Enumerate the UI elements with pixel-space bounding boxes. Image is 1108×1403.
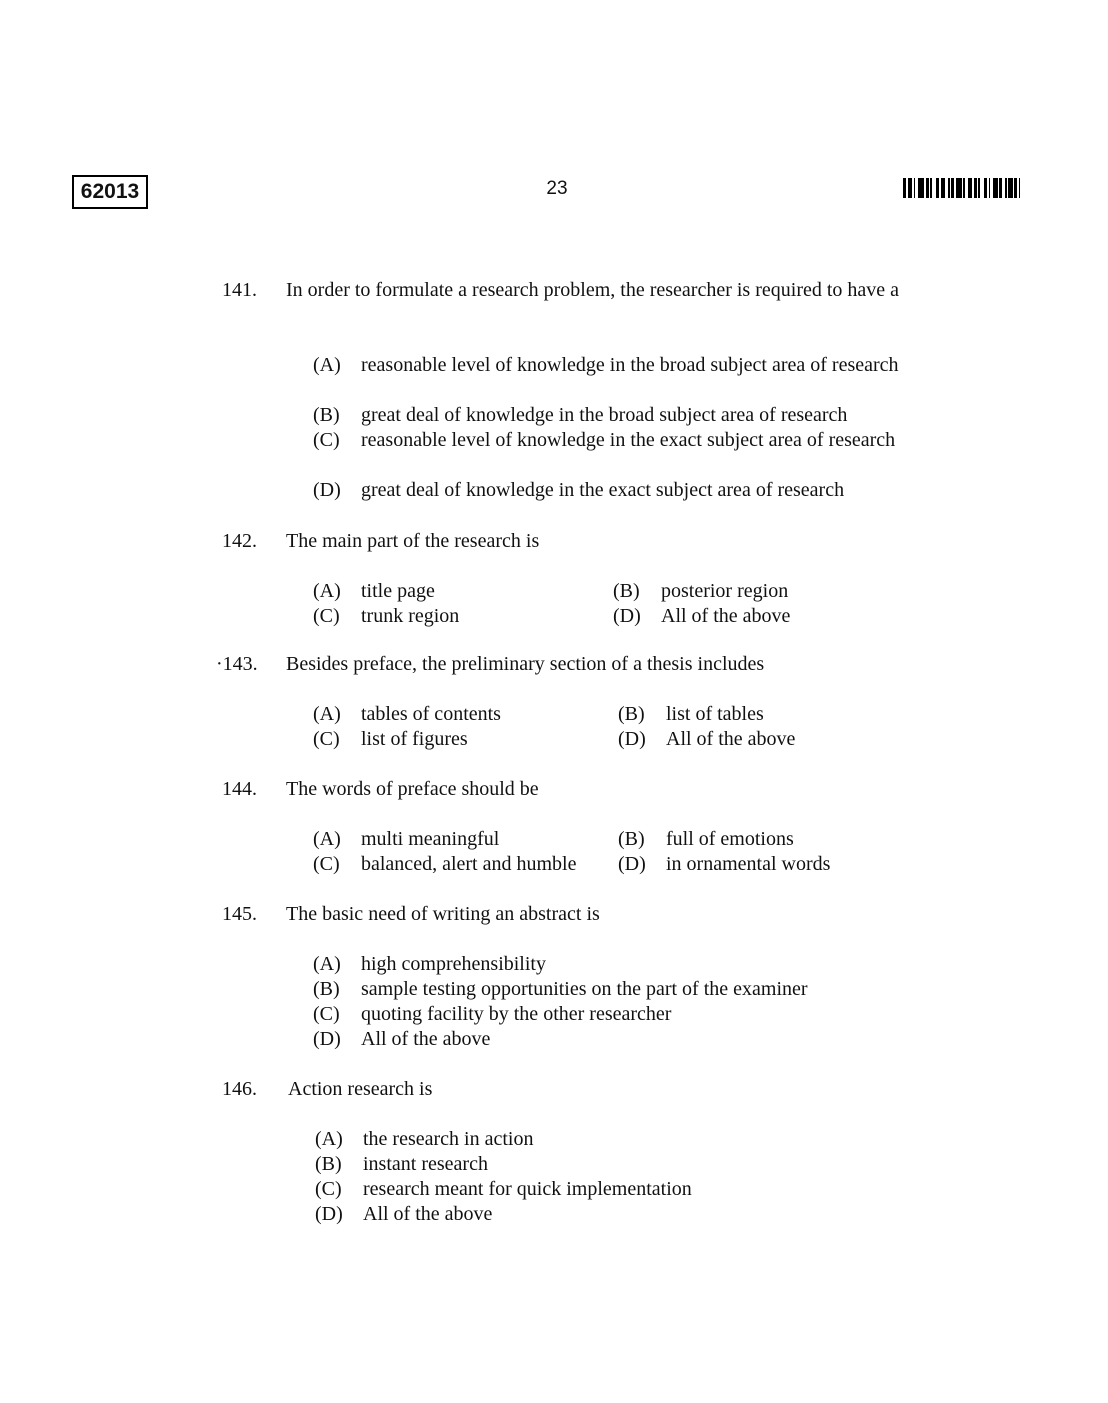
option-text: multi meaningful — [361, 828, 500, 850]
option-label: (B) — [613, 580, 640, 602]
question-number: 144. — [222, 778, 257, 800]
option-label: (B) — [313, 978, 340, 1000]
question-text: Action research is — [288, 1078, 433, 1100]
option-label: (C) — [315, 1178, 342, 1200]
option-text: instant research — [363, 1153, 488, 1175]
option-text: full of emotions — [666, 828, 794, 850]
option-label: (C) — [313, 853, 340, 875]
option-text: All of the above — [666, 728, 796, 750]
option-text: list of tables — [666, 703, 764, 725]
option-label: (A) — [313, 354, 341, 376]
option-text: research meant for quick implementation — [363, 1178, 692, 1200]
option-label: (B) — [315, 1153, 342, 1175]
option-label: (A) — [313, 953, 341, 975]
option-label: (C) — [313, 728, 340, 750]
option-label: (B) — [618, 828, 645, 850]
option-label: (D) — [618, 728, 646, 750]
option-text: reasonable level of knowledge in the broad subject area of research — [361, 354, 899, 376]
option-text: great deal of knowledge in the exact subject area of research — [361, 479, 845, 501]
question-text: The words of preface should be — [286, 778, 539, 800]
option-label: (A) — [313, 828, 341, 850]
option-label: (A) — [315, 1128, 343, 1150]
option-text: All of the above — [363, 1203, 493, 1225]
option-text: reasonable level of knowledge in the exact subject area of research — [361, 429, 896, 451]
question-text: The basic need of writing an abstract is — [286, 903, 600, 925]
barcode-image — [903, 178, 1039, 198]
option-text: title page — [361, 580, 435, 602]
paper-code-box: 62013 — [72, 175, 148, 209]
option-text: list of figures — [361, 728, 468, 750]
option-label: (C) — [313, 605, 340, 627]
option-label: (C) — [313, 1003, 340, 1025]
question-number: 146. — [222, 1078, 257, 1100]
question-text: The main part of the research is — [286, 530, 540, 552]
option-label: (D) — [618, 853, 646, 875]
option-text: the research in action — [363, 1128, 534, 1150]
option-label: (D) — [613, 605, 641, 627]
option-text: sample testing opportunities on the part of the examiner — [361, 978, 808, 1000]
option-label: (D) — [313, 479, 341, 501]
option-label: (D) — [315, 1203, 343, 1225]
question-number: 145. — [222, 903, 257, 925]
option-text: trunk region — [361, 605, 460, 627]
question-number: 141. — [222, 279, 257, 301]
option-label: (D) — [313, 1028, 341, 1050]
option-text: All of the above — [361, 1028, 491, 1050]
option-label: (B) — [313, 404, 340, 426]
option-text: posterior region — [661, 580, 789, 602]
option-text: quoting facility by the other researcher — [361, 1003, 672, 1025]
option-text: in ornamental words — [666, 853, 831, 875]
page-number: 23 — [546, 178, 568, 199]
question-number: ·143. — [216, 653, 258, 675]
option-label: (C) — [313, 429, 340, 451]
option-text: All of the above — [661, 605, 791, 627]
question-text: In order to formulate a research problem, the researcher is required to have a — [286, 279, 900, 301]
option-text: balanced, alert and humble — [361, 853, 577, 875]
option-label: (A) — [313, 703, 341, 725]
option-label: (A) — [313, 580, 341, 602]
option-text: great deal of knowledge in the broad subject area of research — [361, 404, 848, 426]
question-text: Besides preface, the preliminary section of a thesis includes — [286, 653, 765, 675]
option-label: (B) — [618, 703, 645, 725]
option-text: high comprehensibility — [361, 953, 546, 975]
option-text: tables of contents — [361, 703, 501, 725]
question-number: 142. — [222, 530, 257, 552]
